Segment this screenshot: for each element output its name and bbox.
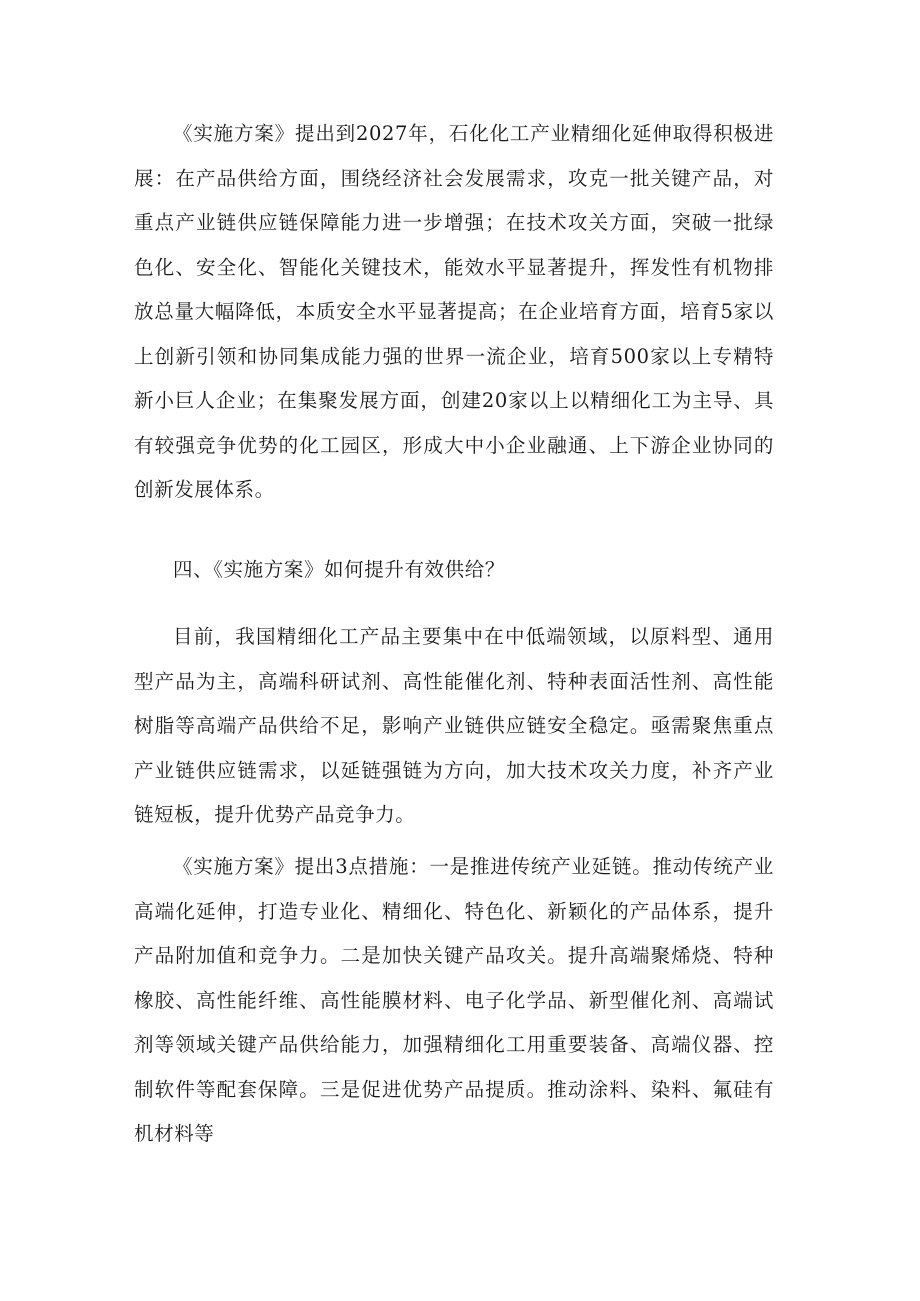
paragraph-current-situation: 目前，我国精细化工产品主要集中在中低端领域，以原料型、通用型产品为主，高端科研试剂、高性能催化剂、特种表面活性剂、高性能树脂等高端产品供给不足，影响产业链供应链安全稳定。亟需聚焦重点产业链供应链需求，以延链强链为方向，加大技术攻关力度，补齐产业链短板，提升优势产品竞争力。	[134, 625, 774, 826]
paragraph-goals-2027: 《实施方案》提出到2027年，石化化工产业精细化延伸取得积极进展：在产品供给方面，围绕经济社会发展需求，攻克一批关键产品，对重点产业链供应链保障能力进一步增强；在技术攻关方面，突破一批绿色化、安全化、智能化关键技术，能效水平显著提升，挥发性有机物排放总量大幅降低，本质安全水平显著提高；在企业培育方面，培育5家以上创新引领和协同集成能力强的世界一流企业，培育500家以上专精特新小巨人企业；在集聚发展方面，创建20家以上以精细化工为主导、具有较强竞争优势的化工园区，形成大中小企业融通、上下游企业协同的创新发展体系。	[134, 122, 774, 501]
paragraph-three-measures: 《实施方案》提出3点措施：一是推进传统产业延链。推动传统产业高端化延伸，打造专业化、精细化、特色化、新颖化的产品体系，提升产品附加值和竞争力。二是加快关键产品攻关。提升高端聚烯烧、特种橡胶、高性能纤维、高性能膜材料、电子化学品、新型催化剂、高端试剂等领域关键产品供给能力，加强精细化工用重要装备、高端仪器、控制软件等配套保障。三是促进优势产品提质。推动涂料、染料、氟硅有机材料等	[134, 855, 774, 1145]
section-heading-four: 四、《实施方案》如何提升有效供给？	[173, 558, 505, 581]
